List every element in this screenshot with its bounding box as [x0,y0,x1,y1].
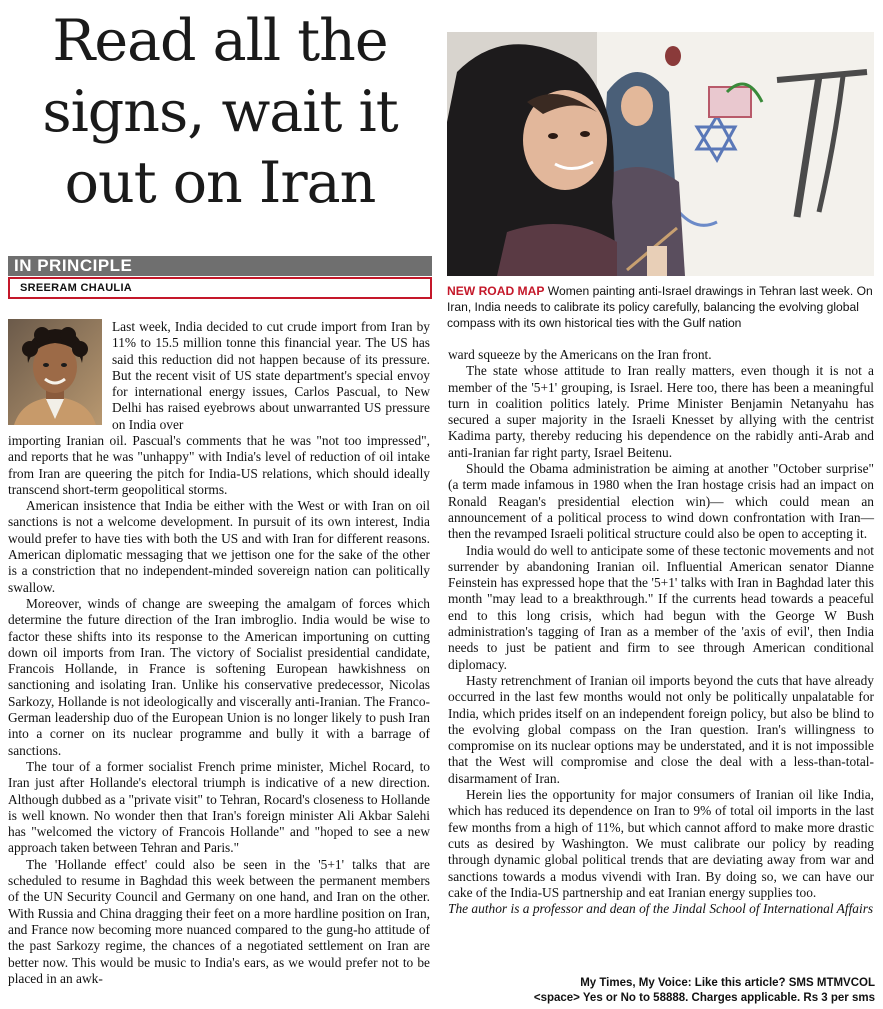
article-column-1 [8,433,430,987]
caption-label: NEW ROAD MAP [447,284,545,298]
headline: Read all the signs, wait it out on Iran [42,8,398,216]
article-paragraph: Moreover, winds of change are sweeping the amalgam of forces which determine the future direction of the Iran imbroglio. India would be wise to factor these shifts into its response to the American importuning on cutting down oil imports from Iran. The victory of Socialist presidential candidate, Francois Hollande, in France is softening European hawkishness on sanctioning and isolating Iran. Unlike his conservative predecessor, Nicolas Sarkozy, Hollande is not ideologically and viscerally anti-Iranian. The Franco-German leadership duo of the European Union is no longer likely to push Iran into a corner on its nuclear programme and bully it with a barrage of sanctions. [8,595,430,758]
news-photo [447,32,874,276]
promo-line: My Times, My Voice: Like this article? SMS MTMVCOL [580,977,875,989]
article-paragraph: India would do well to anticipate some of these tectonic movements and not surrender by abandoning Iranian oil. Influential American senator Dianne Feinstein has expressed hope that the '5+1' talks with Iran in Baghdad later this month "may lead to a breakthrough." If the currents head towards a peaceful end to this long crisis, which had begun with the George W Bush administration's tagging of Iran as a member of the 'axis of evil', then India needs to just be patient and firm to see through American conditional diplomacy. [448,542,874,672]
article-intro [112,319,430,433]
article-paragraph: ward squeeze by the Americans on the Iran front. [448,347,712,362]
article-paragraph: Should the Obama administration be aiming at another "October surprise" (a term made infamous in 1980 when the Iran hostage crisis had an impact on Ronald Reagan's presidential election win)— which could mean an announcement of a political process to wind down confrontation with Iran— then the revamped Israeli political structure could also be open to accepting it. [448,461,874,542]
caption-text: Women painting anti-Israel drawings in Tehran last week. On Iran, India needs to calibrate its policy carefully, balancing the evolving global compass with its own historical ties with the Gulf nation [447,284,873,330]
article-paragraph: The tour of a former socialist French prime minister, Michel Rocard, to Iran just after Hollande's electoral triumph is indicative of a new direction. Although dubbed as a "private visit" to Tehran, Rocard's closeness to Hollande is well known. No wonder then that Iran's foreign minister Ali Akbar Salehi has "welcomed the victory of Francois Hollande" and "hoped to see a new approach taken between Tehran and Paris." [8,758,430,856]
promo-line: <space> Yes or No to 58888. Charges applicable. Rs 3 per sms [533,992,875,1004]
article-paragraph: Last week, India decided to cut crude import from Iran by 11% to 15.5 million tonne this financial year. The US has said this reduction did not happen because of its pressure. But the recent visit of US state department's special envoy for international energy issues, Carlos Pascual, to New Delhi has raised eyebrows about unwarranted US pressure on India over [112,319,430,432]
article-paragraph: The state whose attitude to Iran really matters, even though it is not a member of the '5+1' grouping, is Israel. Here too, there has been a meaningful turn in coalition politics lately. Prime Minister Benjamin Netanyahu has secured a super majority in the Israeli Knesset by allying with the centrist Kadima party, thereby reducing his dependence on the rabidly anti-Arab and anti-Iranian far right party, Israel Beitenu. [448,363,874,460]
photo-caption [447,283,874,331]
article-paragraph: Herein lies the opportunity for major consumers of Iranian oil like India, which has reduced its dependence on Iran to 9% of total oil imports in the last few months from a high of 11%, but which cannot afford to make more drastic cuts as desired by Washington. We must calibrate our policy by reading through dynamic global political trends that are deviating away from war and sanctions towards a modus vivendi with Iran. By doing so, we can have our cake of the India-US partnership and eat Iranian energy supplies too. [448,787,874,900]
article-paragraph: The 'Hollande effect' could also be seen in the '5+1' talks that are scheduled to resume in Baghdad this week between the permanent members of the UN Security Council and Germany on one hand, and Iran on the other. With Russia and China dragging their feet on a more hardline position on Iran, and France now becoming more nuanced compared to the gung-ho attitude of the past Sarkozy regime, the chances of a negotiated settlement on Iran are better now. This would be music to India's ears, as we would prefer not to be placed in an awk- [8,856,430,986]
article-paragraph: importing Iranian oil. Pascual's comments that he was "not too impressed", and reports that he was "unhappy" with India's level of reduction of oil intake from Iran are queering the pitch for India-US relations, which should ideally transcend short-term geopolitical storms. [8,433,430,497]
section-label: IN PRINCIPLE [14,256,133,275]
byline: SREERAM CHAULIA [20,282,133,294]
author-credit: The author is a professor and dean of the Jindal School of International Affairs [448,901,874,917]
article-paragraph: Hasty retrenchment of Iranian oil imports beyond the cuts that have already occurred in the last few months would not only be politically unpalatable for India, which prides itself on an independent foreign policy, but also be blind to the evolving global compass on the Iran question. Iran's willingness to compromise on its nuclear options may be understated, and it is not impossible that the West will compromise and close the deal with a less-than-total-disarmament of Iran. [448,672,874,786]
article-paragraph: American insistence that India be either with the West or with Iran on oil sanctions is not a welcome development. In pursuit of its own interest, India would prefer to have ties with both the US and with Iran for different reasons. American diplomatic messaging that we jettison one for the sake of the other is a constriction that no independent-minded sovereign nation can politically swallow. [8,498,430,595]
author-photo [8,319,102,425]
sms-promo [480,976,875,1006]
article-column-2 [448,347,874,917]
